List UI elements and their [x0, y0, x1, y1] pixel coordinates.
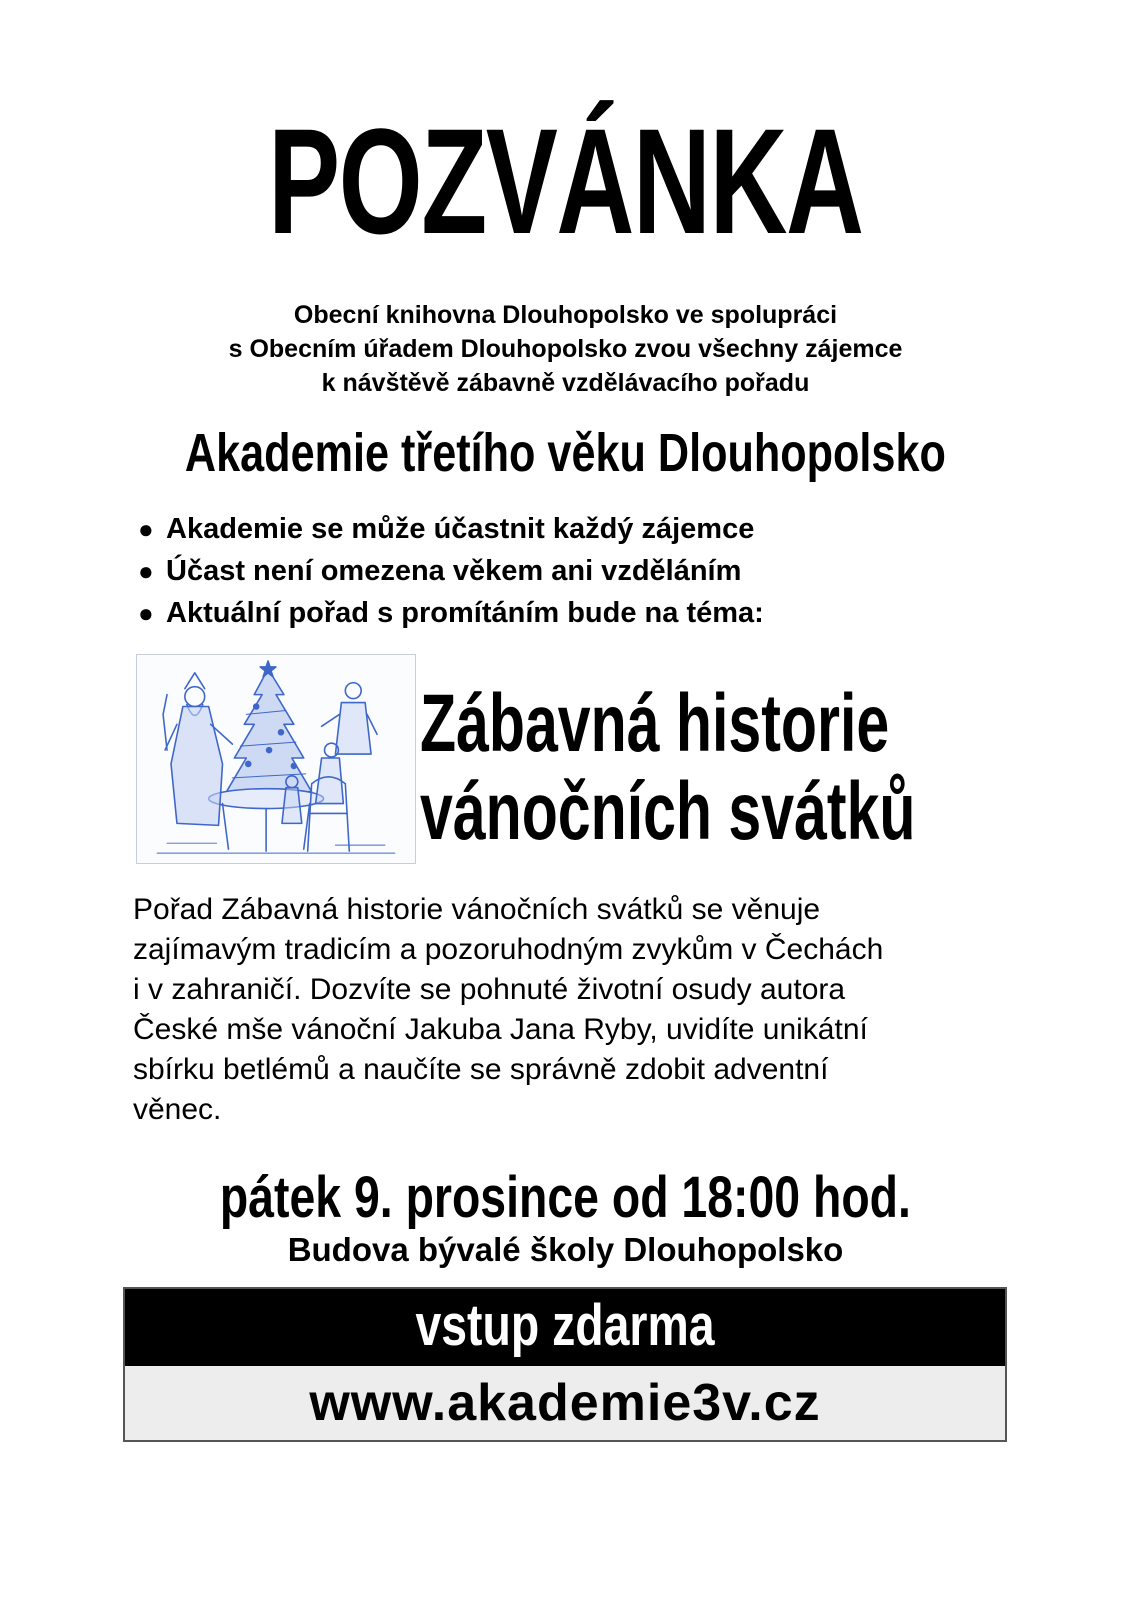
- poster-title: POZVÁNKA: [268, 97, 863, 265]
- christmas-scene-drawing: [137, 655, 415, 863]
- description-line: sbírku betlémů a naučíte se správně zdobit adventní: [133, 1053, 829, 1086]
- intro-line: Obecní knihovna Dlouhopolsko ve spolupráci: [293, 301, 838, 329]
- description-line: zajímavým tradicím a pozoruhodným zvykům v Čechách: [133, 933, 884, 966]
- bullet-text: Účast není omezena věkem ani vzděláním: [166, 555, 742, 587]
- academy-name: Akademie třetího věku Dlouhopolsko: [184, 423, 946, 483]
- program-description: [133, 890, 1013, 1130]
- topic-title: [420, 680, 924, 856]
- event-venue: Budova bývalé školy Dlouhopolsko: [287, 1231, 844, 1268]
- admission-text: vstup zdarma: [415, 1293, 715, 1358]
- intro-line: s Obecním úřadem Dlouhopolsko zvou všechny zájemce: [228, 335, 903, 363]
- website-link[interactable]: www.akademie3v.cz: [309, 1374, 821, 1432]
- info-bullet-list: [138, 508, 1038, 634]
- description-line: Pořad Zábavná historie vánočních svátků se věnuje: [133, 893, 821, 926]
- topic-line: Zábavná historie: [420, 678, 890, 769]
- topic-line: vánočních svátků: [420, 766, 916, 857]
- website-banner: [125, 1366, 1005, 1440]
- description-line: věnec.: [133, 1093, 222, 1126]
- intro-text: [0, 298, 1131, 400]
- bullet-item: [138, 592, 1038, 634]
- intro-line: k návštěvě zábavně vzdělávacího pořadu: [321, 369, 810, 397]
- description-line: České mše vánoční Jakuba Jana Ryby, uvidíte unikátní: [133, 1013, 868, 1046]
- footer-box: [123, 1287, 1007, 1442]
- description-line: i v zahraničí. Dozvíte se pohnuté životní osudy autora: [133, 973, 846, 1006]
- bullet-icon: ●: [138, 556, 154, 586]
- bullet-text: Aktuální pořad s promítáním bude na téma:: [166, 597, 764, 629]
- admission-banner: [125, 1289, 1005, 1366]
- event-datetime: pátek 9. prosince od 18:00 hod.: [219, 1165, 911, 1230]
- bullet-icon: ●: [138, 514, 154, 544]
- bullet-text: Akademie se může účastnit každý zájemce: [166, 513, 755, 545]
- bullet-item: [138, 508, 1038, 550]
- bullet-icon: ●: [138, 598, 154, 628]
- bullet-item: [138, 550, 1038, 592]
- christmas-tree-illustration-icon: [136, 654, 416, 864]
